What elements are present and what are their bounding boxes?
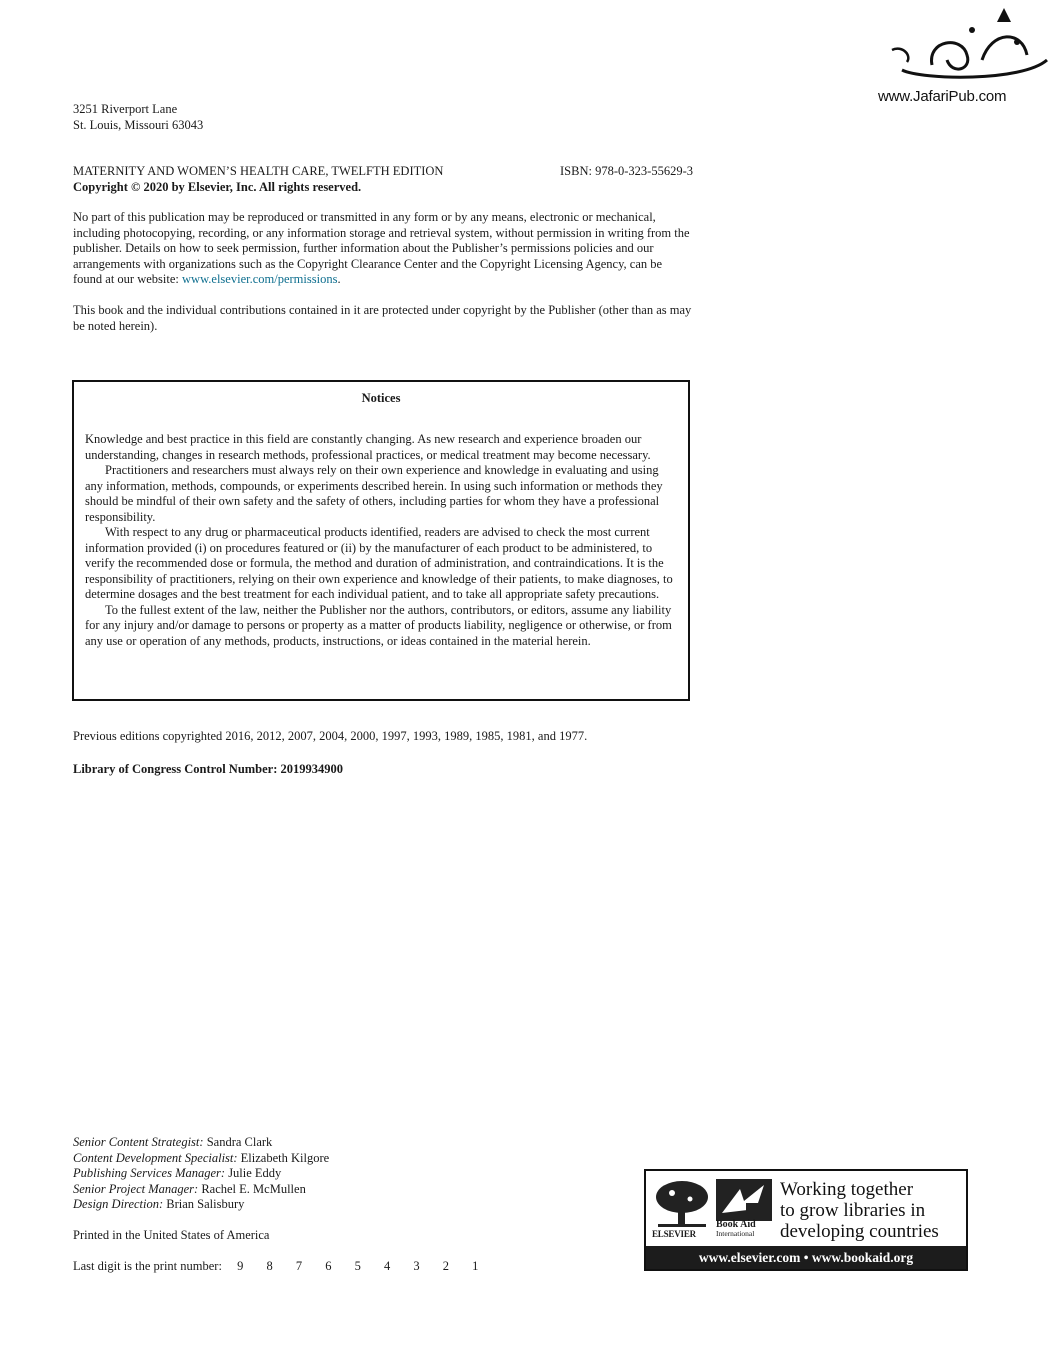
address-line-2: St. Louis, Missouri 63043	[73, 117, 204, 132]
credit-name: Rachel E. McMullen	[201, 1181, 306, 1196]
notice-paragraph: Knowledge and best practice in this field are constantly changing. As new research and experience broaden our understanding, changes in research methods, professional practices, or medical treatment may become necessary.	[85, 432, 651, 462]
address-line-1: 3251 Riverport Lane	[73, 102, 178, 116]
slogan-line: to grow libraries in	[780, 1200, 926, 1221]
bookaid-logo-icon	[716, 1179, 772, 1221]
rights-text-end: .	[337, 272, 341, 286]
credit-name: Brian Salisbury	[166, 1197, 245, 1211]
credit-line	[73, 1151, 329, 1167]
slogan-line: Working together	[780, 1179, 914, 1200]
logo-slogan	[780, 1179, 939, 1242]
elsevier-bookaid-logo	[644, 1169, 968, 1271]
credit-role: Senior Project Manager:	[73, 1181, 199, 1196]
calligraphy-logo-icon	[872, 0, 1052, 90]
permissions-link[interactable]: www.elsevier.com/permissions	[182, 272, 338, 286]
credit-role: Design Direction:	[73, 1197, 164, 1211]
isbn: ISBN: 978-0-323-55629-3	[560, 164, 693, 178]
notices-title: Notices	[361, 391, 401, 405]
credit-line	[73, 1197, 329, 1213]
rights-paragraph	[73, 210, 693, 288]
watermark-url: www.JafariPub.com	[878, 88, 1007, 105]
loc-control-number: Library of Congress Control Number: 2019934900	[73, 762, 344, 776]
credit-line	[73, 1166, 329, 1182]
book-title-line	[73, 164, 693, 180]
credit-role: Publishing Services Manager:	[73, 1166, 226, 1180]
previous-editions: Previous editions copyrighted 2016, 2012, 2007, 2004, 2000, 1997, 1993, 1989, 1985, 1981, and 1977.	[73, 729, 588, 743]
rights-text: No part of this publication may be reproduced or transmitted in any form or by any means, electronic or mechanical, including photocopying, recording, or any information storage and retrieval system, without permission in writing from the publisher. Details on how to seek permission, further information about the Publisher’s permissions policies and our arrangements with organizations such as the Copyright Clearance Center and the Copyright Licensing Agency, can be found at our website:	[73, 210, 690, 286]
notice-paragraph: Practitioners and researchers must always rely on their own experience and knowledge in evaluating and using any information, methods, compounds, or experiments described herein. In using such information or methods they should be mindful of their own safety and the safety of others, including parties for whom they have a professional responsibility.	[85, 463, 663, 524]
print-number-label: Last digit is the print number:	[73, 1259, 222, 1273]
elsevier-tree-icon	[654, 1179, 710, 1229]
notices-box	[72, 380, 690, 701]
credit-role: Content Development Specialist:	[73, 1150, 238, 1165]
slogan-line: developing countries	[780, 1221, 939, 1242]
production-credits	[73, 1135, 329, 1213]
publisher-address	[73, 102, 203, 133]
notice-paragraph: To the fullest extent of the law, neither the Publisher nor the authors, contributors, or editors, assume any liability for any injury and/or damage to persons or property as a matter of products liability, negligence or otherwise, or from any use or operation of any methods, products, instructions, or ideas contained in the material herein.	[85, 602, 672, 648]
copyright-statement: Copyright © 2020 by Elsevier, Inc. All rights reserved.	[73, 180, 362, 194]
notices-body	[85, 432, 677, 649]
bookaid-wordmark: Book Aid	[716, 1219, 756, 1230]
elsevier-wordmark: ELSEVIER	[652, 1229, 696, 1239]
credit-name: Sandra Clark	[206, 1135, 273, 1149]
publisher-watermark	[872, 0, 1052, 110]
bookaid-subtitle: International	[716, 1229, 755, 1238]
print-number-digits: 9 8 7 6 5 4 3 2 1	[237, 1259, 489, 1273]
logo-urls: www.elsevier.com • www.bookaid.org	[646, 1246, 966, 1269]
credit-role: Senior Content Strategist:	[73, 1135, 204, 1149]
credit-line	[73, 1182, 329, 1198]
print-number-line	[73, 1259, 488, 1275]
credit-line	[73, 1135, 329, 1151]
book-title: MATERNITY AND WOMEN’S HEALTH CARE, TWELFTH EDITION	[73, 164, 444, 178]
printed-in: Printed in the United States of America	[73, 1228, 270, 1242]
protection-paragraph: This book and the individual contributions contained in it are protected under copyright by the Publisher (other than as may be noted herein).	[73, 303, 692, 333]
credit-name: Elizabeth Kilgore	[240, 1150, 330, 1165]
credit-name: Julie Eddy	[228, 1166, 282, 1180]
notice-paragraph: With respect to any drug or pharmaceutical products identified, readers are advised to check the most current information provided (i) on procedures featured or (ii) by the manufacturer of each product to be administered, to verify the recommended dose or formula, the method and duration of administration, and contraindications. It is the responsibility of practitioners, relying on their own experience and knowledge of their patients, to make diagnoses, to determine dosages and the best treatment for each individual patient, and to take all appropriate safety precautions.	[85, 525, 673, 601]
